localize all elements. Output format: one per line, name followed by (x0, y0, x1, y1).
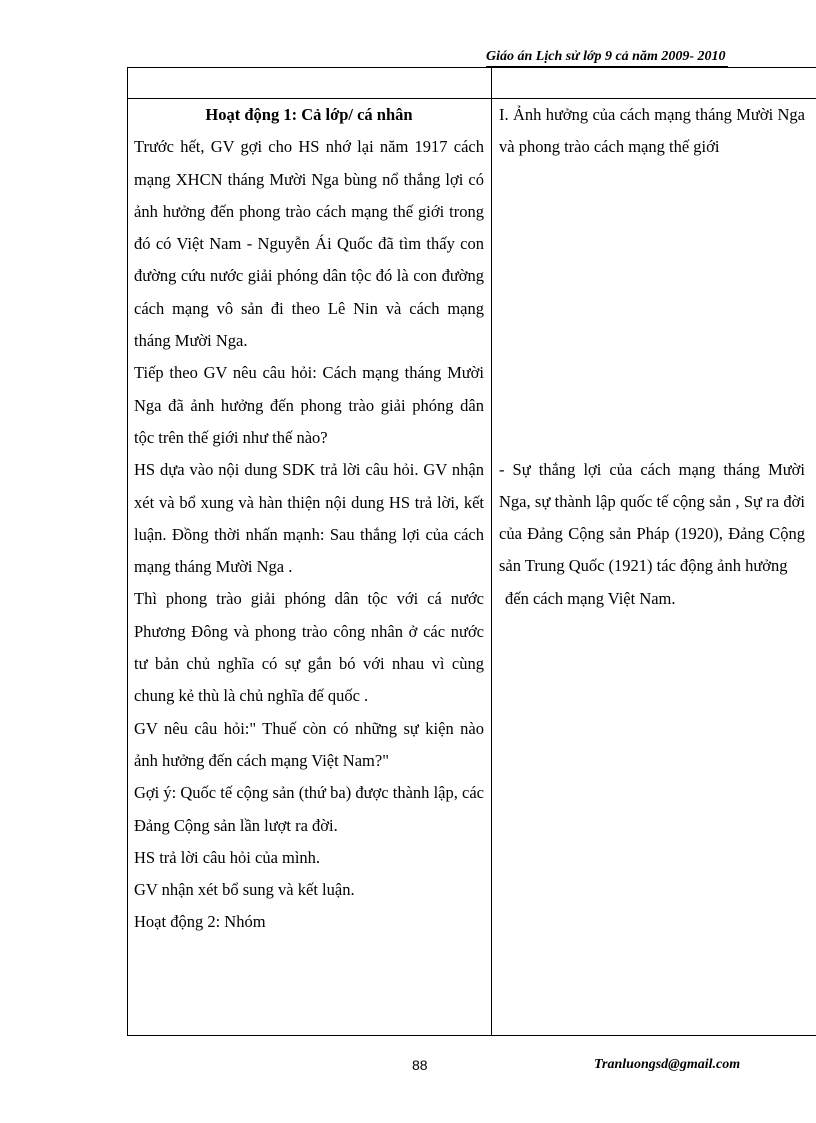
paragraph-explanation: Thì phong trào giải phóng dân tộc với cá nước Phương Đông và phong trào công nhân ở các nước tư bản chủ nghĩa có sự gắn bó với nhau vì cùng chung kẻ thù là chủ nghĩa đế quốc . (134, 589, 484, 706)
activity-title: Hoạt động 1: Cả lớp/ cá nhân (205, 105, 413, 124)
teacher-activity-column (134, 99, 484, 939)
content-column (499, 99, 805, 615)
paragraph-hint: Gợi ý: Quốc tế cộng sản (thứ ba) được thành lập, các Đảng Cộng sản lần lượt ra đời. (134, 783, 484, 835)
content-point-continued: đến cách mạng Việt Nam. (505, 588, 676, 608)
content-point: - Sự thắng lợi của cách mạng tháng Mười Nga, sự thành lập quốc tế cộng sản , Sự ra đời của Đảng Cộng sản Pháp (1920), Đảng Cộng sản Trung Quốc (1921) tác động ảnh hưởng (499, 459, 805, 576)
section-heading: I. Ảnh hưởng của cách mạng tháng Mười Nga và phong trào cách mạng thế giới (499, 105, 805, 157)
paragraph-activity-2: Hoạt động 2: Nhóm (134, 912, 266, 932)
paragraph-question-2: GV nêu câu hỏi:" Thuế còn có những sự kiện nào ảnh hưởng đến cách mạng Việt Nam?" (134, 718, 484, 770)
document-header: Giáo án Lịch sử lớp 9 cả năm 2009- 2010 (486, 48, 728, 67)
paragraph-question-1: Tiếp theo GV nêu câu hỏi: Cách mạng tháng Mười Nga đã ảnh hưởng đến phong trào giải phóng dân tộc trên thế giới như thế nào? (134, 363, 484, 447)
column-divider (491, 67, 492, 1036)
paragraph-answer-1: HS dựa vào nội dung SDK trả lời câu hỏi. GV nhận xét và bổ xung và hàn thiện nội dung HS trả lời, kết luận. Đồng thời nhấn mạnh: Sau thắng lợi của cách mạng tháng Mười Nga . (134, 460, 484, 577)
paragraph-intro: Trước hết, GV gợi cho HS nhớ lại năm 1917 cách mạng XHCN tháng Mười Nga bùng nổ thắng lợi có ảnh hưởng đến phong trào cách mạng thế giới trong đó có Việt Nam - Nguyễn Ái Quốc đã tìm thấy con đường cứu nước giải phóng dân tộc đó là con đường cách mạng vô sản đi theo Lê Nin và cách mạng tháng Mười Nga. (134, 137, 484, 351)
paragraph-conclusion: GV nhận xét bổ sung và kết luận. (134, 880, 355, 900)
footer-email: Tranluongsd@gmail.com (594, 1057, 741, 1072)
page-number: 88 (412, 1057, 428, 1073)
paragraph-student-answer: HS trả lời câu hỏi của mình. (134, 847, 321, 867)
